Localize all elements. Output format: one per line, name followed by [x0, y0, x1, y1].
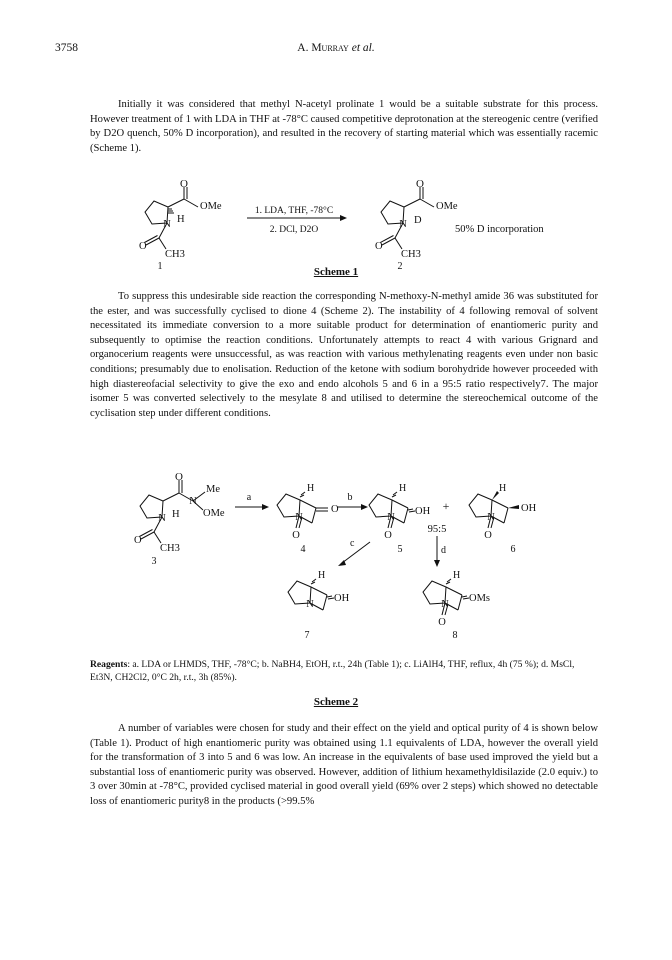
- paragraph-3-text: A number of variables were chosen for study and their effect on the yield and optical purity of 4 is shown below (Table 1). Product of high enantiomeric purity was obtained using 1.1 equivalents of LDA, however the overall yield for the transformation of 3 into 5 and 6 was low. An increase in the equivalents of base used improved the yield but a substantial loss of enantiomeric purity was observed. However, addition of lithium hexamethyldisilazide (2.0 equiv.) to 3 over 30min at -78°C, provided cyclised material in good overall yield (69% over 2 steps) which showed no detectable loss of enantiomeric purity8 in the products (>99.5%: [90, 723, 598, 807]
- paragraph-1-text: Initially it was considered that methyl N-acetyl prolinate 1 would be a suitable substrate for this process. However treatment of 1 with LDA in THF at -78°C caused competitive deprotonation at the stereogenic centre (verified by D2O quench, 50% D incorporation), and resulted in the recovery of starting material which was essentially racemic (Scheme 1).: [90, 99, 598, 154]
- running-header: [55, 42, 617, 58]
- c2-n: N: [399, 219, 407, 230]
- step-b: b: [347, 492, 353, 503]
- et-al: et al.: [348, 42, 375, 54]
- ratio-95-5: 95:5: [427, 524, 447, 535]
- scheme-1-drawing: [0, 178, 672, 270]
- c7-h: H: [318, 570, 326, 581]
- step-c: c: [350, 538, 355, 549]
- c3-acyl-o: O: [134, 535, 142, 546]
- c2-carbonyl-o: O: [416, 178, 424, 190]
- scheme-2-drawing: [0, 470, 672, 650]
- c4-h: H: [307, 483, 315, 494]
- c1-h: H: [177, 214, 185, 225]
- step-d: d: [441, 545, 446, 556]
- c5-oh: OH: [415, 506, 431, 517]
- reagents-caption: [90, 658, 598, 684]
- c3-amide-n: N: [189, 496, 197, 507]
- label-4: 4: [300, 544, 306, 555]
- c2-acyl-o: O: [375, 241, 383, 252]
- plus-sign: +: [442, 499, 450, 513]
- reagents-text: : a. LDA or LHMDS, THF, -78°C; b. NaBH4, EtOH, r.t., 24h (Table 1); c. LiAlH4, THF, reflux, 4h (75 %); d. MsCl, Et3N, CH2Cl2, 0°C 2h, r.t., 3h (85%).: [90, 659, 575, 683]
- reagents-label: Reagents: [90, 659, 128, 670]
- c2-ome: OMe: [436, 201, 458, 212]
- page-number: 3758: [55, 42, 78, 54]
- scheme1-arrow-bottom: 2. DCl, D2O: [269, 225, 319, 235]
- c3-ch3: CH3: [160, 543, 180, 554]
- paragraph-3: [90, 722, 598, 810]
- scheme1-arrow-top: 1. LDA, THF, -78°C: [254, 206, 334, 216]
- paragraph-1: [90, 98, 598, 156]
- c5-h: H: [399, 483, 407, 494]
- author-name: A. Murray: [297, 42, 349, 54]
- c7-n: N: [306, 599, 314, 610]
- c4-n: N: [295, 512, 303, 523]
- c2-d: D: [414, 215, 422, 226]
- scheme-1-title: Scheme 1: [313, 266, 359, 278]
- c8-lactam-o: O: [438, 617, 446, 628]
- label-6: 6: [510, 544, 516, 555]
- c4-lactam-o: O: [292, 530, 300, 541]
- c5-lactam-o: O: [384, 530, 392, 541]
- c3-ring-n: N: [158, 513, 166, 524]
- c4-ketone-o: O: [331, 504, 339, 515]
- scheme-2-title: Scheme 2: [313, 696, 359, 708]
- c1-ch3: CH3: [165, 249, 185, 260]
- c8-h: H: [453, 570, 461, 581]
- c3-h: H: [172, 509, 180, 520]
- c1-carbonyl-o: O: [180, 178, 188, 190]
- label-5: 5: [397, 544, 403, 555]
- c1-ome: OMe: [200, 201, 222, 212]
- paragraph-2-text: To suppress this undesirable side reaction the corresponding N-methoxy-N-methyl amide 36 was substituted for the ester, and was successfully cyclised to dione 4 (Scheme 2). The instability of 4 following removal of solvent necessitated its immediate conversion to a more suitable product for determination of enantiomeric purity and subsequently to optimise the reaction conditions. Unfortunately attempts to react 4 with various Grignard and organocerium reagents were unsuccessful, as was reaction with various methylenating reagents even under non basic conditions; presumably due to enolisation. Reduction of the ketone with sodium borohydride however proceeded with high diastereofacial selectivity to give the exo and endo alcohols 5 and 6 in a 95:5 ratio respectively7. The major isomer 5 was converted selectively to the mesylate 8 and utilised to determine the stereochemical outcome of the cyclisation step under different conditions.: [90, 291, 598, 419]
- c2-ch3: CH3: [401, 249, 421, 260]
- c6-oh: OH: [521, 503, 537, 514]
- c3-me: Me: [206, 484, 220, 495]
- label-7: 7: [304, 630, 310, 641]
- c2-label: 2: [397, 261, 403, 270]
- c7-oh: OH: [334, 593, 350, 604]
- c1-acyl-o: O: [139, 241, 147, 252]
- c6-lactam-o: O: [484, 530, 492, 541]
- scheme1-note: 50% D incorporation: [455, 224, 544, 235]
- label-3: 3: [151, 556, 157, 567]
- step-a: a: [246, 492, 252, 503]
- running-author: [55, 42, 617, 54]
- c1-label: 1: [157, 261, 163, 270]
- c5-n: N: [387, 512, 395, 523]
- c3-carbonyl-o: O: [175, 471, 183, 483]
- paragraph-2: [90, 290, 598, 421]
- c1-n: N: [163, 219, 171, 230]
- label-8: 8: [452, 630, 458, 641]
- c8-n: N: [441, 599, 449, 610]
- c8-oms: OMs: [469, 593, 491, 604]
- c6-h: H: [499, 483, 507, 494]
- c3-ome: OMe: [203, 508, 225, 519]
- c6-n: N: [487, 512, 495, 523]
